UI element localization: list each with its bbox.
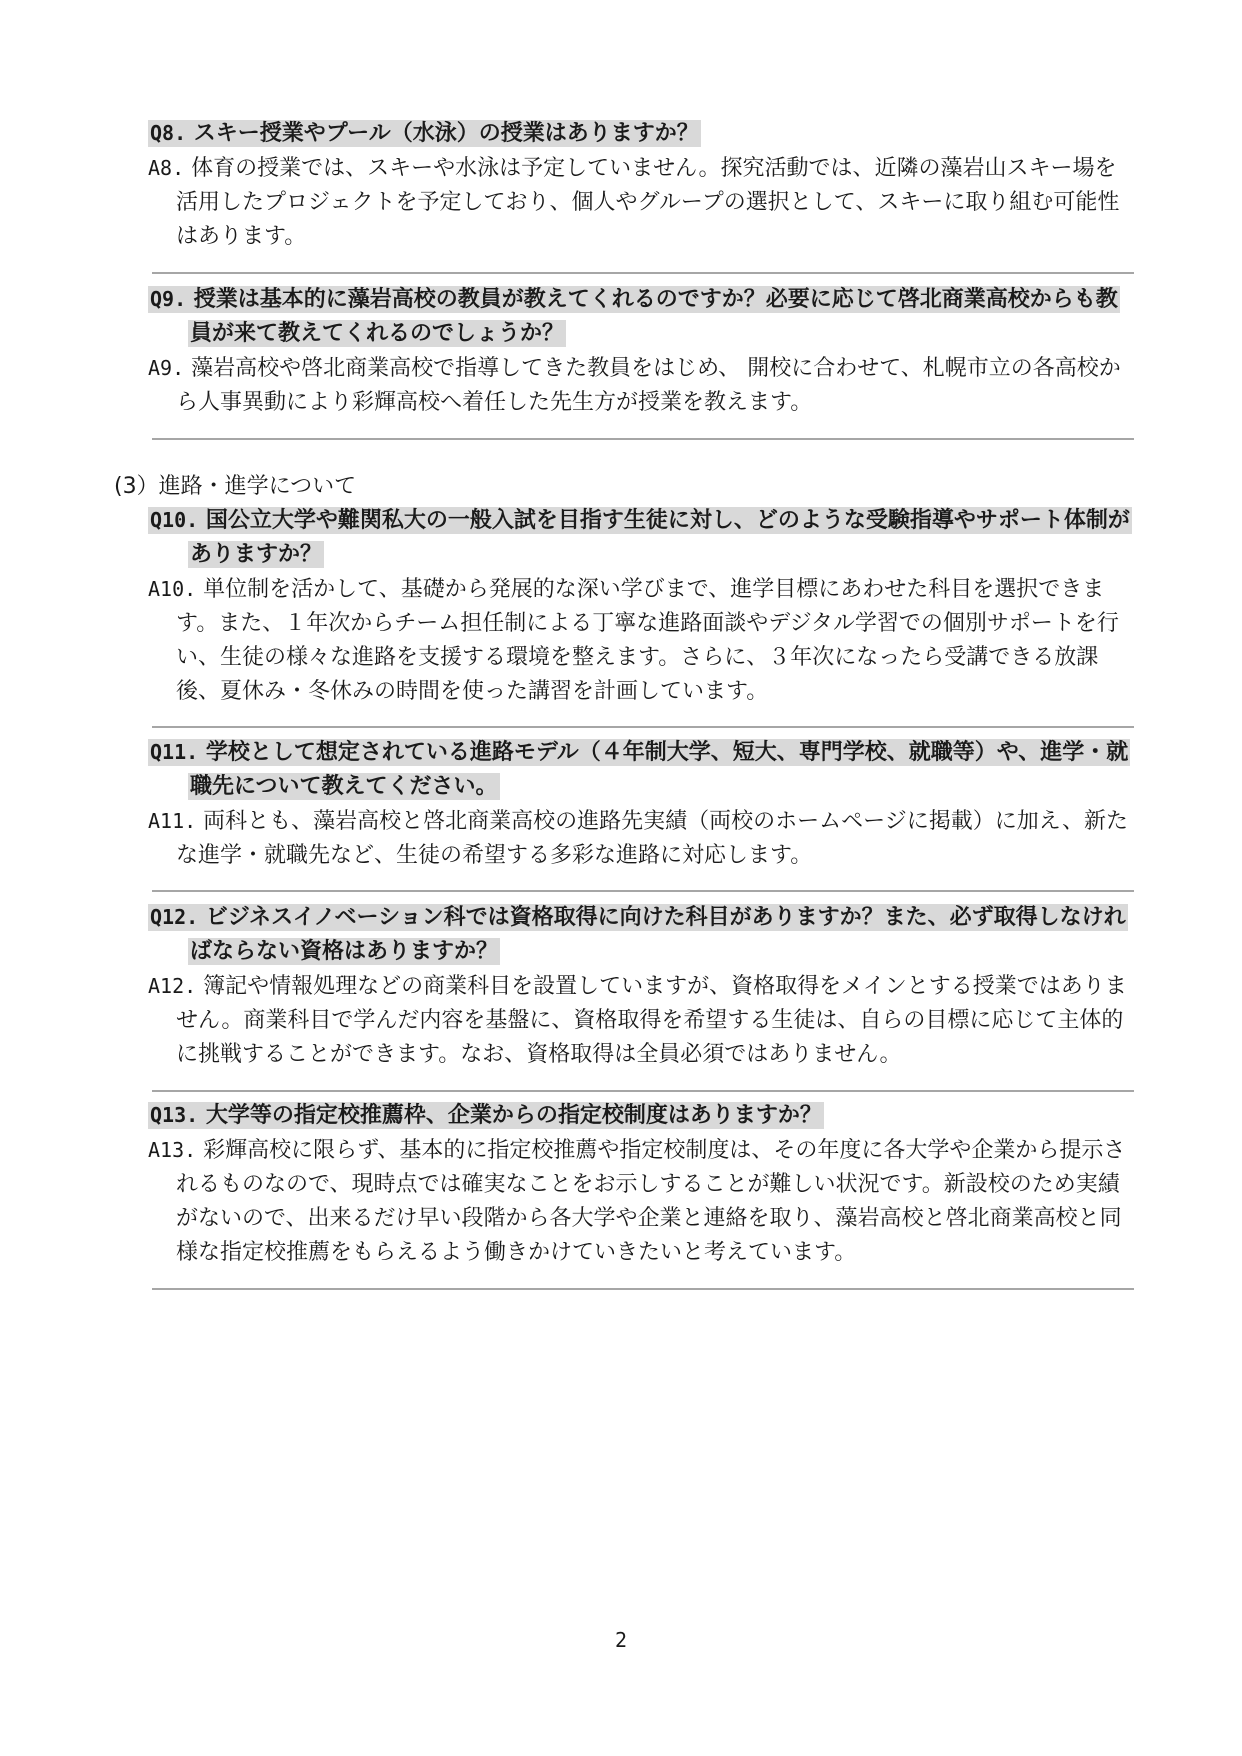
divider — [152, 1288, 1134, 1290]
question — [148, 282, 1134, 351]
divider — [152, 1090, 1134, 1092]
answer-text: 彩輝高校に限らず、基本的に指定校推薦や指定校制度は、その年度に各大学や企業から提示されるものなので、現時点では確実なことをお示しすることが難しい状況です。新設校のため実績がないので、出来るだけ早い段階から各大学や企業と連絡を取り、藻岩高校と啓北商業高校と同様な指定校推薦をもらえるよう働きかけていきたいと考えています。 — [176, 1138, 1126, 1265]
qa-item-q11 — [148, 735, 1134, 873]
divider — [152, 438, 1134, 440]
divider — [152, 726, 1134, 728]
question-number: Q10. — [150, 508, 199, 532]
qa-item-q12 — [148, 900, 1134, 1072]
question-number: Q12. — [150, 905, 199, 929]
answer-number: A10. — [148, 577, 197, 601]
section-heading: (3）進路・進学について — [114, 474, 357, 499]
page-number: 2 — [614, 1628, 628, 1652]
qa-item-q9 — [148, 282, 1134, 420]
question-text: 学校として想定されている進路モデル（４年制大学、短大、専門学校、就職等）や、進学・就職先について教えてください。 — [190, 740, 1129, 799]
answer — [148, 969, 1134, 1072]
question — [148, 503, 1134, 572]
answer-text: 体育の授業では、スキーや水泳は予定していません。探究活動では、近隣の藻岩山スキー場を活用したプロジェクトを予定しており、個人やグループの選択として、スキーに取り組む可能性はあります。 — [176, 156, 1120, 249]
question-text: スキー授業やプール（水泳）の授業はありますか？ — [193, 121, 699, 146]
divider — [152, 272, 1134, 274]
answer-number: A9. — [148, 356, 185, 380]
answer-number: A11. — [148, 809, 197, 833]
question-number: Q13. — [150, 1103, 199, 1127]
answer — [148, 804, 1134, 873]
answer-text: 簿記や情報処理などの商業科目を設置していますが、資格取得をメインとする授業ではありません。商業科目で学んだ内容を基盤に、資格取得を希望する生徒は、自らの目標に応じて主体的に挑戦することができます。なお、資格取得は全員必須ではありません。 — [176, 974, 1127, 1067]
question-text: 授業は基本的に藻岩高校の教員が教えてくれるのですか？必要に応じて啓北商業高校からも教員が来て教えてくれるのでしょうか？ — [190, 287, 1118, 346]
answer-text: 両科とも、藻岩高校と啓北商業高校の進路先実績（両校のホームページに掲載）に加え、新たな進学・就職先など、生徒の希望する多彩な進路に対応します。 — [176, 809, 1129, 868]
answer — [148, 1133, 1134, 1270]
answer — [148, 151, 1134, 254]
answer-number: A13. — [148, 1138, 197, 1162]
qa-item-q8 — [148, 116, 1134, 254]
answer-text: 藻岩高校や啓北商業高校で指導してきた教員をはじめ、 開校に合わせて、札幌市立の各高校から人事異動により彩輝高校へ着任した先生方が授業を教えます。 — [176, 356, 1121, 415]
question-text: ビジネスイノベーション科では資格取得に向けた科目がありますか？また、必ず取得しなければならない資格はありますか？ — [190, 905, 1126, 964]
question — [148, 900, 1134, 969]
question — [148, 116, 1134, 151]
question-number: Q11. — [150, 740, 199, 764]
question — [148, 1098, 1134, 1133]
question-text: 国公立大学や難関私大の一般入試を目指す生徒に対し、どのような受験指導やサポート体制がありますか？ — [190, 508, 1130, 567]
question-text: 大学等の指定校推薦枠、企業からの指定校制度はありますか？ — [205, 1103, 822, 1128]
question — [148, 735, 1134, 804]
answer — [148, 351, 1134, 420]
qa-item-q13 — [148, 1098, 1134, 1270]
question-number: Q8. — [150, 121, 187, 145]
answer-text: 単位制を活かして、基礎から発展的な深い学びまで、進学目標にあわせた科目を選択できます。また、１年次からチーム担任制による丁寧な進路面談やデジタル学習での個別サポートを行い、生徒の様々な進路を支援する環境を整えます。さらに、３年次になったら受講できる放課後、夏休み・冬休みの時間を使った講習を計画しています。 — [176, 577, 1119, 704]
answer-number: A8. — [148, 156, 185, 180]
question-number: Q9. — [150, 287, 187, 311]
answer — [148, 572, 1134, 709]
qa-item-q10 — [148, 503, 1134, 709]
divider — [152, 890, 1134, 892]
answer-number: A12. — [148, 974, 197, 998]
